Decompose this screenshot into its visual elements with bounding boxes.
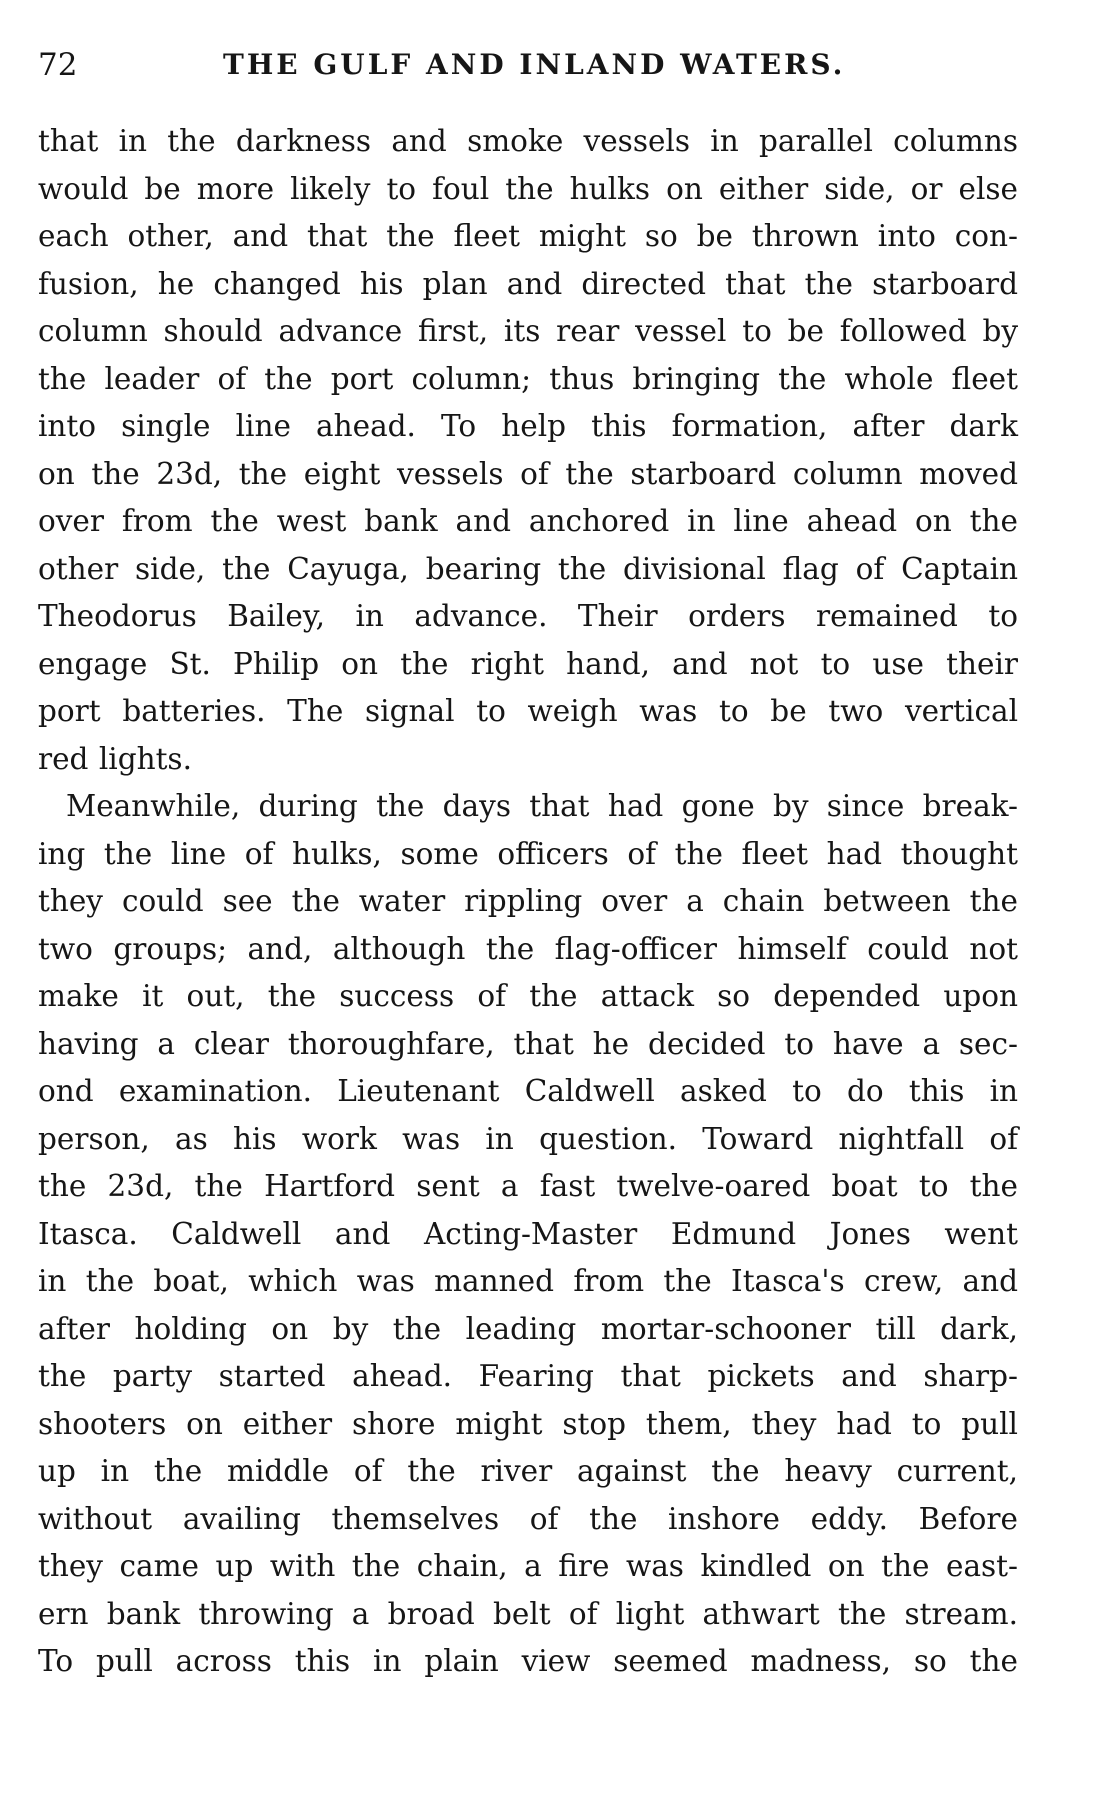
text-line: would be more likely to foul the hulks on either side, or else [38,171,1018,206]
text-line: the 23d, the Hartford sent a fast twelve-oared boat to the [38,1169,1018,1203]
text-line: Itasca. Caldwell and Acting-Master Edmund Jones went [38,1216,1018,1251]
text-line: ern bank throwing a broad belt of light athwart the stream. [38,1596,1018,1631]
text-line: each other, and that the fleet might so be thrown into con- [38,219,1018,253]
text-line: person, as his work was in question. Toward nightfall of [38,1121,1018,1156]
text-line: red lights. [38,741,192,776]
text-line: shooters on either shore might stop them, they had to pull [38,1406,1018,1441]
text-line: they could see the water rippling over a chain between the [38,884,1018,918]
text-line: two groups; and, although the flag-officer himself could not [38,931,1018,966]
text-line: engage St. Philip on the right hand, and not to use their [38,646,1018,681]
text-line: port batteries. The signal to weigh was to be two vertical [38,694,1018,728]
text-line: over from the west bank and anchored in line ahead on the [38,504,1018,538]
text-line: they came up with the chain, a fire was kindled on the east- [38,1549,1018,1583]
text-line: into single line ahead. To help this formation, after dark [38,409,1018,443]
text-line: To pull across this in plain view seemed madness, so the [38,1644,1018,1678]
text-line: make it out, the success of the attack so depended upon [38,979,1018,1013]
text-line: after holding on by the leading mortar-schooner till dark, [38,1311,1018,1346]
text-line: fusion, he changed his plan and directed that the starboard [38,266,1018,301]
text-line: without availing themselves of the inshore eddy. Before [38,1501,1018,1536]
text-line: ond examination. Lieutenant Caldwell asked to do this in [38,1074,1018,1108]
text-line: column should advance first, its rear vessel to be followed by [38,314,1018,348]
text-line: that in the darkness and smoke vessels in parallel columns [38,124,1018,158]
text-line: other side, the Cayuga, bearing the divisional flag of Captain [38,551,1018,586]
text-line: Theodorus Bailey, in advance. Their orders remained to [38,599,1018,633]
page-header [38,40,1048,84]
text-line: having a clear thoroughfare, that he decided to have a sec- [38,1026,1018,1061]
text-line: the party started ahead. Fearing that pickets and sharp- [38,1359,1018,1393]
page-number: 72 [38,47,78,83]
text-line: the leader of the port column; thus bringing the whole fleet [38,361,1018,396]
text-line: on the 23d, the eight vessels of the starboard column moved [38,456,1018,491]
text-line: in the boat, which was manned from the Itasca's crew, and [38,1264,1018,1298]
running-head: THE GULF AND INLAND WATERS. [223,48,846,81]
text-line: Meanwhile, during the days that had gone by since break- [66,789,1018,823]
body-text [38,118,1018,1686]
text-line: up in the middle of the river against the heavy current, [38,1454,1018,1488]
text-line: ing the line of hulks, some officers of the fleet had thought [38,836,1018,871]
